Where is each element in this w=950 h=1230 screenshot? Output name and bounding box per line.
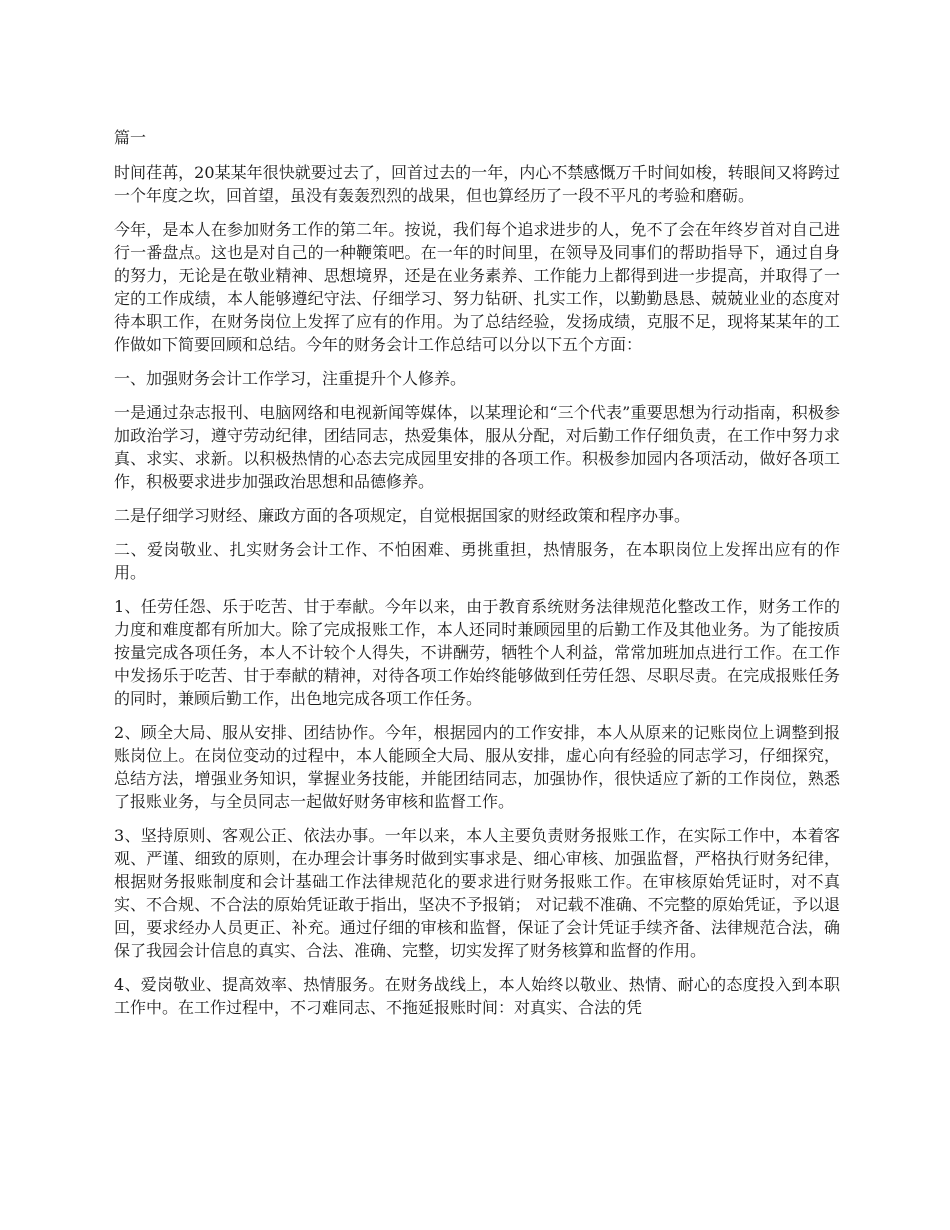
paragraph-study-1: 一是通过杂志报刊、电脑网络和电视新闻等媒体，以某理论和“三个代表”重要思想为行动指南，积极参加政治学习，遵守劳动纪律，团结同志，热爱集体，服从分配，对后勤工作仔细负责，在工作中努力求真、求实、求新。以积极热情的心态去完成园里安排的各项工作。积极参加园内各项活动，做好各项工作，积极要求进步加强政治思想和品德修养。 bbox=[114, 403, 840, 491]
paragraph-overview: 今年，是本人在参加财务工作的第二年。按说，我们每个追求进步的人，免不了会在年终岁首对自己进行一番盘点。这也是对自己的一种鞭策吧。在一年的时间里，在领导及同事们的帮助指导下，通过自身的努力，无论是在敬业精神、思想境界，还是在业务素养、工作能力上都得到进一步提高，并取得了一定的工作成绩，本人能够遵纪守法、仔细学习、努力钻研、扎实工作，以勤勤恳恳、兢兢业业的态度对待本职工作，在财务岗位上发挥了应有的作用。为了总结经验，发扬成绩，克服不足，现将某某年的工作做如下简要回顾和总结。今年的财务会计工作总结可以分以下五个方面： bbox=[114, 220, 840, 354]
paragraph-item-4: 4、爱岗敬业、提高效率、热情服务。在财务战线上，本人始终以敬业、热情、耐心的态度投入到本职工作中。在工作过程中，不刁难同志、不拖延报账时间：对真实、合法的凭 bbox=[114, 975, 840, 1017]
paragraph-item-3: 3、坚持原则、客观公正、依法办事。一年以来，本人主要负责财务报账工作，在实际工作中，本着客观、严谨、细致的原则，在办理会计事务时做到实事求是、细心审核、加强监督，严格执行财务纪律，根据财务报账制度和会计基础工作法律规范化的要求进行财务报账工作。在审核原始凭证时，对不真实、不合规、不合法的原始凭证敢于指出，坚决不予报销； 对记载不准确、不完整的原始凭证，予以退回，要求经办人员更正、补充。通过仔细的审核和监督，保证了会计凭证手续齐备、法律规范合法，确保了我园会计信息的真实、合法、准确、完整，切实发挥了财务核算和监督的作用。 bbox=[114, 826, 840, 960]
section-heading: 篇一 bbox=[114, 128, 147, 147]
section-title-2: 二、爱岗敬业、扎实财务会计工作、不怕困难、勇挑重担，热情服务，在本职岗位上发挥出应有的作用。 bbox=[114, 540, 840, 582]
paragraph-item-2: 2、顾全大局、服从安排、团结协作。今年，根据园内的工作安排，本人从原来的记账岗位上调整到报账岗位上。在岗位变动的过程中，本人能顾全大局、服从安排，虚心向有经验的同志学习，仔细探究，总结方法，增强业务知识，掌握业务技能，并能团结同志，加强协作，很快适应了新的工作岗位，熟悉了报账业务，与全员同志一起做好财务审核和监督工作。 bbox=[114, 723, 840, 811]
paragraph-study-2: 二是仔细学习财经、廉政方面的各项规定，自觉根据国家的财经政策和程序办事。 bbox=[114, 506, 691, 525]
paragraph-item-1: 1、任劳任怨、乐于吃苦、甘于奉献。今年以来，由于教育系统财务法律规范化整改工作，财务工作的力度和难度都有所加大。除了完成报账工作，本人还同时兼顾园里的后勤工作及其他业务。为了能按质按量完成各项任务，本人不计较个人得失，不讲酬劳，牺牲个人利益，常常加班加点进行工作。在工作中发扬乐于吃苦、甘于奉献的精神，对待各项工作始终能够做到任劳任怨、尽职尽责。在完成报账任务的同时，兼顾后勤工作，出色地完成各项工作任务。 bbox=[114, 597, 840, 708]
document-page bbox=[114, 126, 840, 1030]
section-title-1: 一、加强财务会计工作学习，注重提升个人修养。 bbox=[114, 369, 467, 388]
paragraph-intro: 时间荏苒，20某某年很快就要过去了，回首过去的一年，内心不禁感慨万千时间如梭，转眼间又将跨过一个年度之坎，回首望，虽没有轰轰烈烈的战果，但也算经历了一段不平凡的考验和磨砺。 bbox=[114, 163, 840, 205]
